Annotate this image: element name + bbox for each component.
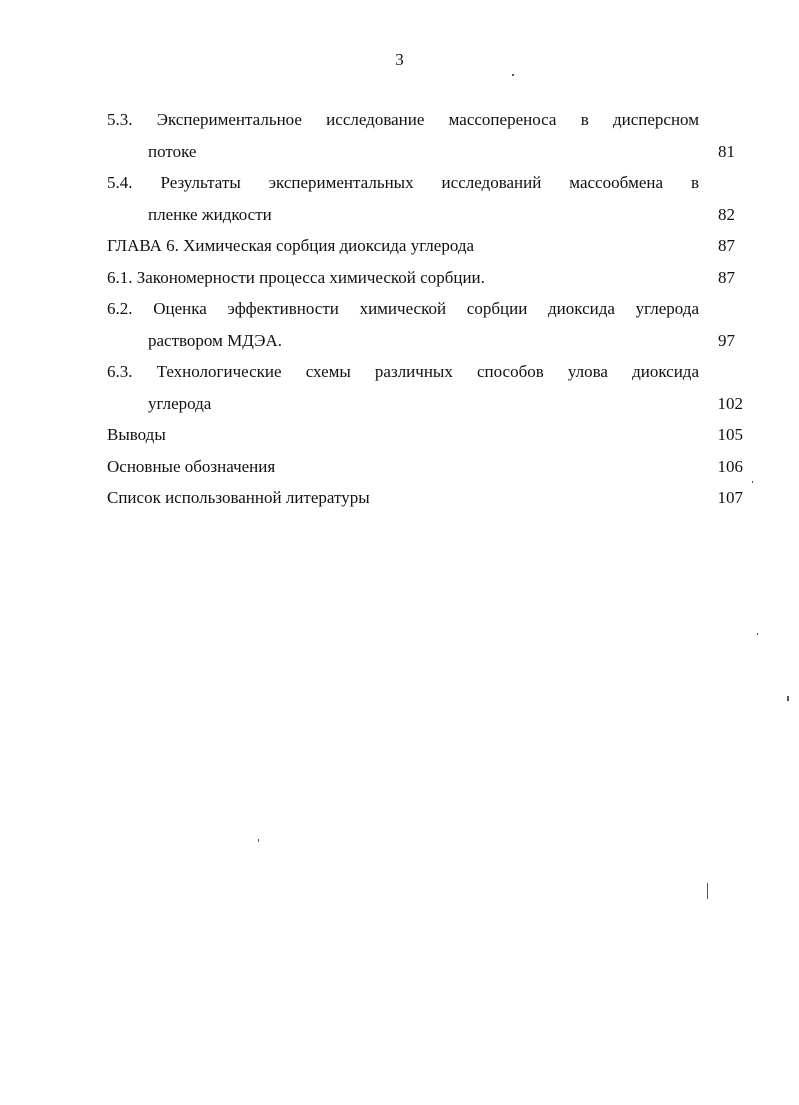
toc-entry-title: 5.3. Экспериментальное исследование массопереноса в дисперсном <box>107 110 699 129</box>
toc-entry-chapter-6 <box>107 235 747 267</box>
toc-page-number: 97 <box>718 330 735 350</box>
toc-page-number: 82 <box>718 204 735 224</box>
scan-speck <box>512 74 514 76</box>
toc-entry-title: Выводы <box>107 425 166 444</box>
toc-entry-conclusions <box>107 424 747 456</box>
toc-entry-title: Основные обозначения <box>107 456 276 476</box>
toc-page-number: 87 <box>718 267 735 287</box>
toc-page-number: 106 <box>717 456 743 476</box>
toc-entry-title: Список использованной литературы <box>107 488 370 507</box>
toc-entry-5-4 <box>107 172 747 235</box>
toc-entry-title: ГЛАВА 6. Химическая сорбция диоксида углерода <box>107 236 475 255</box>
scan-speck <box>787 696 789 701</box>
toc-entry-title: 6.2. Оценка эффективности химической сорбции диоксида углерода <box>107 299 699 318</box>
scan-speck <box>752 481 753 483</box>
toc-page-number: 105 <box>717 425 743 444</box>
toc-page-number: 102 <box>717 393 743 413</box>
toc-entry-references <box>107 487 747 519</box>
page-number: 3 <box>395 50 404 69</box>
scan-speck <box>707 883 708 899</box>
toc-entry-title: 5.4. Результаты экспериментальных исследований массообмена в <box>107 173 699 192</box>
toc-page-number: 107 <box>717 488 743 507</box>
toc-page-number: 87 <box>718 236 735 255</box>
toc-entry-5-3 <box>107 109 747 172</box>
toc-entry-notation <box>107 456 747 488</box>
scan-speck <box>757 633 758 635</box>
toc-entry-title-continuation: пленке жидкости <box>148 204 272 224</box>
scan-speck <box>258 839 259 842</box>
toc-entry-title-continuation: потоке <box>148 141 197 161</box>
table-of-contents <box>107 109 747 519</box>
toc-entry-6-2 <box>107 298 747 361</box>
toc-entry-title-continuation: раствором МДЭА. <box>148 330 282 350</box>
toc-entry-title-continuation: углерода <box>148 393 212 413</box>
toc-entry-6-1 <box>107 267 747 299</box>
toc-entry-title: 6.3. Технологические схемы различных способов улова диоксида <box>107 362 699 381</box>
toc-entry-title: 6.1. Закономерности процесса химической сорбции. <box>107 267 485 287</box>
toc-entry-6-3 <box>107 361 747 424</box>
toc-page-number: 81 <box>718 141 735 161</box>
